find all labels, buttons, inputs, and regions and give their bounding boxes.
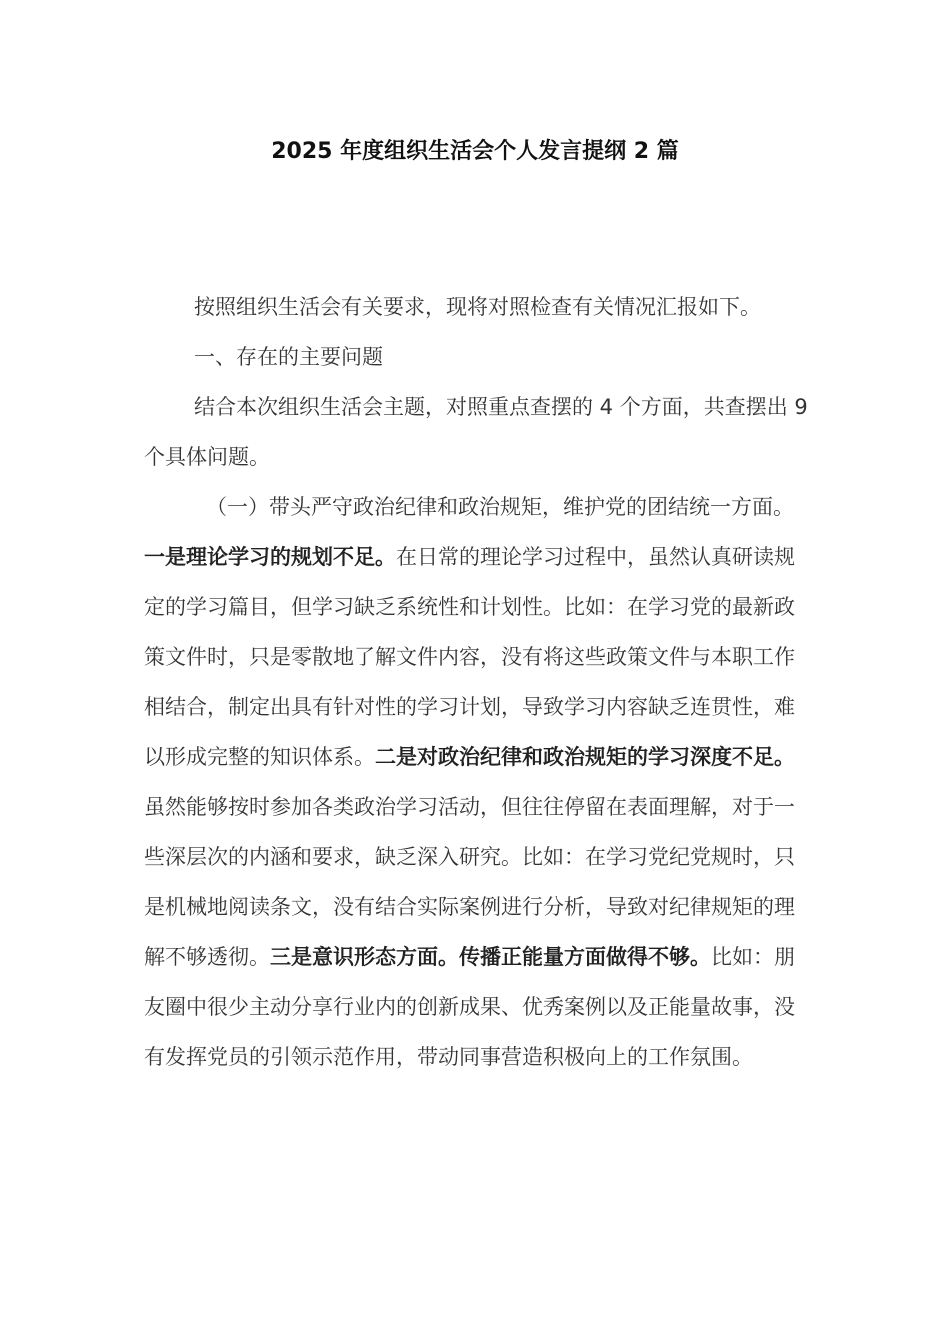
point-3-text: 比如：朋友圈中很少主动分享行业内的创新成果、优秀案例以及正能量故事，没有发挥党员的引领示范作用，带动同事营造积极向上的工作氛围。 — [144, 945, 795, 1069]
point-3-label: 三是意识形态方面。传播正能量方面做得不够。 — [270, 945, 711, 969]
point-2-text: 虽然能够按时参加各类政治学习活动，但往往停留在表面理解，对于一些深层次的内涵和要求，缺乏深入研究。比如：在学习党纪党规时，只是机械地阅读条文，没有结合实际案例进行分析，导致对纪律规矩的理解不够透彻。 — [144, 795, 795, 969]
section-heading: 一、存在的主要问题 — [194, 345, 383, 369]
points-paragraph — [144, 532, 814, 1082]
intro-paragraph: 按照组织生活会有关要求，现将对照检查有关情况汇报如下。 — [194, 295, 761, 319]
summary-paragraph: 结合本次组织生活会主题，对照重点查摆的 4 个方面，共查摆出 9 个具体问题。 — [144, 395, 808, 469]
point-1-text: 在日常的理论学习过程中，虽然认真研读规定的学习篇目，但学习缺乏系统性和计划性。比如：在学习党的最新政策文件时，只是零散地了解文件内容，没有将这些政策文件与本职工作相结合，制定出具有针对性的学习计划，导致学习内容缺乏连贯性，难以形成完整的知识体系。 — [144, 545, 795, 769]
document-body — [144, 282, 814, 1082]
point-2-label: 二是对政治纪律和政治规矩的学习深度不足。 — [375, 745, 795, 769]
document-title: 2025 年度组织生活会个人发言提纲 2 篇 — [271, 139, 679, 164]
point-1-label: 一是理论学习的规划不足。 — [144, 545, 396, 569]
subsection-heading: （一）带头严守政治纪律和政治规矩，维护党的团结统一方面。 — [206, 495, 794, 519]
